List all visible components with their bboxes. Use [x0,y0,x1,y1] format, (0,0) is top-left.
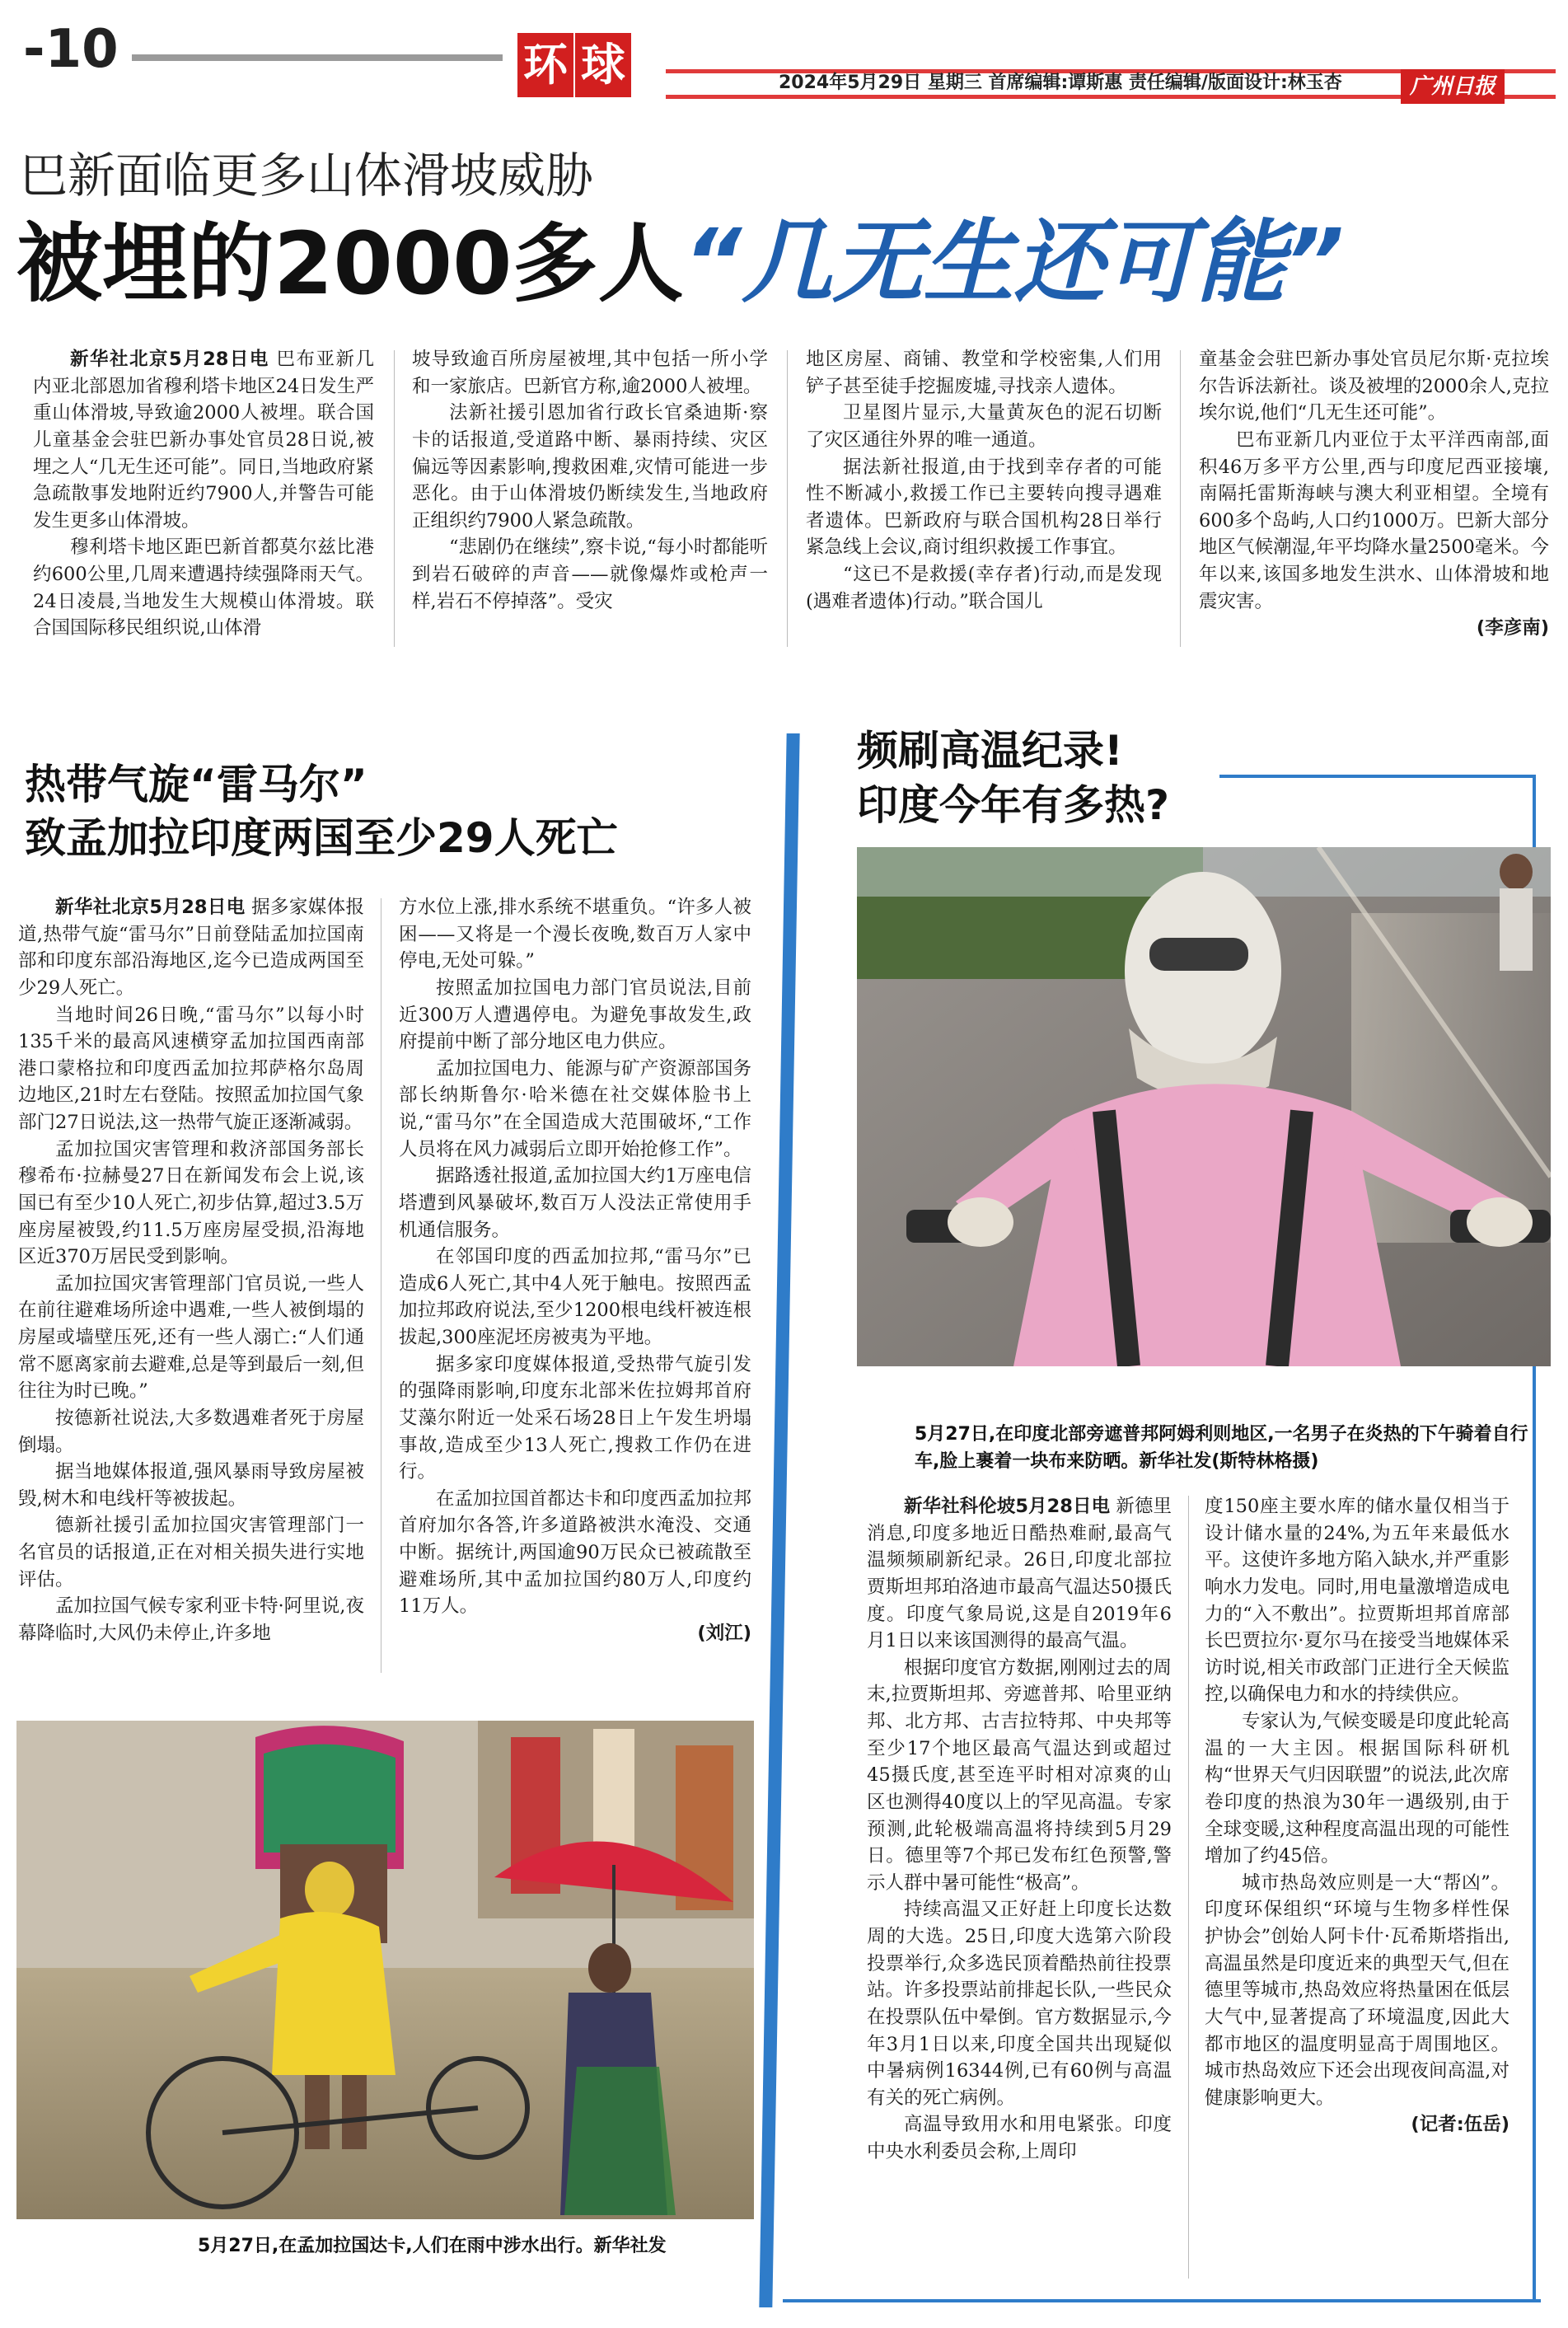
cyclone-byline: (刘江) [697,1622,751,1644]
heat-paragraph: 度150座主要水库的储水量仅相当于设计储水量的24%,为五年来最低水平。这使许多地方陷入缺水,并严重影响水力发电。同时,用电量激增造成电力的“入不敷出”。拉贾斯坦邦首席部长巴贾拉尔·夏尔马在接受当地媒体采访时说,相关市政部门正进行全天候监控,以确保电力和水的持续供应。 [1205,1496,1509,1706]
lead-dateline: 新华社北京5月28日电 [70,349,269,370]
heat-paragraph: 高温导致用水和用电紧张。印度中央水利委员会称,上周印 [867,2114,1172,2162]
cyclone-paragraph: 孟加拉国电力、能源与矿产资源部国务部长纳斯鲁尔·哈米德在社交媒体脸书上说,“雷马尔”在全国造成大范围破坏,“工作人员将在风力减弱后立即开始抢修工作”。 [399,1057,751,1160]
lead-paragraph: 地区房屋、商铺、教堂和学校密集,人们用铲子甚至徒手挖掘废墟,寻找亲人遗体。 [806,349,1162,397]
lead-paragraph: “悲剧仍在继续”,察卡说,“每小时都能听到岩石破碎的声音——就像爆炸或枪声一样,岩石不停掉落”。受灾 [412,536,768,612]
heat-paragraph: 根据印度官方数据,刚刚过去的周末,拉贾斯坦邦、旁遮普邦、哈里亚纳邦、北方邦、古吉拉特邦、中央邦等至少17个地区最高气温达到或超过45摄氏度,甚至连平时相对凉爽的山区也测得40度以上的罕见高温。专家预测,此轮极端高温将持续到5月29日。德里等7个邦已发布红色预警,警示人群中暑可能性“极高”。 [867,1656,1172,1894]
heat-paragraph: 新德里消息,印度多地近日酷热难耐,最高气温频频刷新纪录。26日,印度北部拉贾斯坦邦珀洛迪市最高气温达50摄氏度。印度气象局说,这是自2019年6月1日以来该国测得的最高气温。 [867,1496,1172,1652]
heat-dateline: 新华社科伦坡5月28日电 [904,1496,1111,1517]
cyclone-paragraph: 据当地媒体报道,强风暴雨导致房屋被毁,树木和电线杆等被拔起。 [18,1461,364,1510]
cyclist-photo [857,847,1551,1366]
lead-paragraph: 穆利塔卡地区距巴新首都莫尔兹比港约600公里,几周来遭遇持续强降雨天气。24日凌晨,当地发生大规模山体滑坡。联合国国际移民组织说,山体滑 [33,536,374,639]
cyclone-headline-line-1: 热带气旋“雷马尔” [25,761,367,808]
cyclone-dateline: 新华社北京5月28日电 [55,897,246,918]
issue-meta: 2024年5月29日 星期三 首席编辑:谭斯惠 责任编辑/版面设计:林玉杏 [779,73,1342,93]
cyclone-paragraph: 孟加拉国灾害管理部门官员说,一些人在前往避难场所途中遇难,一些人被倒塌的房屋或墙壁压死,还有一些人溺亡:“人们通常不愿离家前去避难,总是等到最后一刻,但往往为时已晚。” [18,1272,364,1403]
cyclone-column-2 [399,894,751,1647]
newspaper-logo: 广州日报 [1401,69,1505,104]
lead-paragraph: 法新社援引恩加省行政长官桑迪斯·察卡的话报道,受道路中断、暴雨持续、灾区偏远等因素影响,搜救困难,灾情可能进一步恶化。由于山体滑坡仍断续发生,当地政府正组织约7900人紧急疏散。 [412,402,768,532]
heat-headline-line-1: 频刷高温纪录! [857,727,1123,775]
cyclone-column-1 [18,894,364,1647]
lead-paragraph: 巴布亚新几内亚位于太平洋西南部,面积46万多平方公里,西与印度尼西亚接壤,南隔托雷斯海峡与澳大利亚相望。全境有600多个岛屿,人口约1000万。巴新大部分地区气候潮湿,年平均降水量2500毫米。今年以来,该国多地发生洪水、山体滑坡和地震灾害。 [1199,429,1549,612]
cyclone-paragraph: 按德新社说法,大多数遇难者死于房屋倒塌。 [18,1407,364,1456]
flood-photo [16,1721,754,2219]
header-rule [132,54,503,61]
cyclone-paragraph: 据多家印度媒体报道,受热带气旋引发的强降雨影响,印度东北部米佐拉姆邦首府艾藻尔附近一处采石场28日上午发生坍塌事故,造成至少13人死亡,搜救工作仍在进行。 [399,1353,751,1483]
heat-paragraph: 持续高温又正好赶上印度长达数周的大选。25日,印度大选第六阶段投票举行,众多选民顶着酷热前往投票站。许多投票站前排起长队,一些民众在投票队伍中晕倒。官方数据显示,今年3月1日以来,印度全国共出现疑似中暑病例16344例,已有60例与高温有关的死亡病例。 [867,1899,1172,2109]
heat-paragraph: 城市热岛效应则是一大“帮凶”。印度环保组织“环境与生物多样性保护协会”创始人阿卡什·瓦希斯塔指出,高温虽然是印度近来的典型天气,但在德里等城市,热岛效应将热量困在低层大气中,显著提高了环境温度,因此大都市地区的温度明显高于周围地区。城市热岛效应下还会出现夜间高温,对健康影响更大。 [1205,1871,1509,2109]
section-char-2: 球 [575,33,631,97]
lead-headline-quote: “几无生还可能” [683,209,1345,315]
section-char-1: 环 [517,33,573,97]
column-divider [394,350,395,647]
lead-subtitle: 巴新面临更多山体滑坡威胁 [20,148,594,204]
heat-headline-line-2: 印度今年有多热? [857,781,1170,829]
lead-headline [16,209,1345,315]
lead-paragraph: 坡导致逾百所房屋被埋,其中包括一所小学和一家旅店。巴新官方称,逾2000人被埋。 [412,349,768,397]
lead-column-3 [806,346,1162,615]
lead-column-2 [412,346,768,615]
cyclone-paragraph: 当地时间26日晚,“雷马尔”以每小时135千米的最高风速横穿孟加拉国西南部港口蒙格拉和印度西孟加拉邦萨格尔岛周边地区,21时左右登陆。按照孟加拉国气象部门27日说法,这一热带气旋正逐渐减弱。 [18,1004,364,1133]
heat-column-2 [1205,1493,1509,2138]
heat-column-1 [867,1493,1172,2166]
cyclone-paragraph: 孟加拉国气候专家利亚卡特·阿里说,夜幕降临时,大风仍未停止,许多地 [18,1595,364,1644]
cyclone-headline-line-2: 致孟加拉印度两国至少29人死亡 [25,814,618,862]
cyclone-headline [25,758,618,865]
cyclone-paragraph: 德新社援引孟加拉国灾害管理部门一名官员的话报道,正在对相关损失进行实地评估。 [18,1515,364,1590]
cyclone-paragraph: 据路透社报道,孟加拉国大约1万座电信塔遭到风暴破坏,数百万人没法正常使用手机通信服务。 [399,1165,751,1241]
cyclone-paragraph: 在邻国印度的西孟加拉邦,“雷马尔”已造成6人死亡,其中4人死于触电。按照西孟加拉邦政府说法,至少1200根电线杆被连根拔起,300座泥坯房被夷为平地。 [399,1246,751,1348]
cyclist-photo-caption: 5月27日,在印度北部旁遮普邦阿姆利则地区,一名男子在炎热的下午骑着自行车,脸上裹着一块布来防晒。新华社发(斯特林格摄) [915,1424,1528,1472]
cyclone-paragraph: 方水位上涨,排水系统不堪重负。“许多人被困——又将是一个漫长夜晚,数百万人家中停电,无处可躲。” [399,897,751,972]
lead-column-1 [33,346,374,642]
lead-column-4 [1199,346,1549,642]
heat-frame-bottom [783,2299,1541,2302]
flood-photo-caption: 5月27日,在孟加拉国达卡,人们在雨中涉水出行。新华社发 [198,2236,667,2256]
column-divider [1188,1496,1189,2279]
lead-paragraph: 巴布亚新几内亚北部恩加省穆利塔卡地区24日发生严重山体滑坡,导致逾2000人被埋。联合国儿童基金会驻巴新办事处官员28日说,被埋之人“几无生还可能”。同日,当地政府紧急疏散事发地附近约7900人,并警告可能发生更多山体滑坡。 [33,349,374,532]
lead-byline: (李彦南) [1476,617,1549,639]
lead-paragraph: “这已不是救援(幸存者)行动,而是发现(遇难者遗体)行动。”联合国儿 [806,564,1162,612]
cyclone-paragraph: 据多家媒体报道,热带气旋“雷马尔”日前登陆孟加拉国南部和印度东部沿海地区,迄今已造成两国至少29人死亡。 [18,897,365,999]
column-divider [787,350,788,647]
lead-headline-main: 被埋的2000多人 [16,213,684,314]
heat-headline [857,724,1169,832]
heat-frame-left [759,733,799,2307]
section-label [517,33,631,97]
heat-byline: (记者:伍岳) [1411,2114,1509,2136]
heat-paragraph: 专家认为,气候变暖是印度此轮高温的一大主因。根据国际科研机构“世界天气归因联盟”的说法,此次席卷印度的热浪为30年一遇级别,由于全球变暖,这种程度高温出现的可能性增加了约45倍。 [1205,1711,1509,1867]
lead-paragraph: 卫星图片显示,大量黄灰色的泥石切断了灾区通往外界的唯一通道。 [806,402,1162,451]
cyclone-paragraph: 在孟加拉国首都达卡和印度西孟加拉邦首府加尔各答,许多道路被洪水淹没、交通中断。据统计,两国逾90万民众已被疏散至避难场所,其中孟加拉国约80万人,印度约11万人。 [399,1487,751,1618]
page-number: -10 [23,19,119,80]
cyclone-paragraph: 孟加拉国灾害管理和救济部国务部长穆希布·拉赫曼27日在新闻发布会上说,该国已有至少10人死亡,初步估算,超过3.5万座房屋被毁,约11.5万座房屋受损,沿海地区近370万居民受到影响。 [18,1138,364,1268]
column-divider [1180,350,1181,647]
cyclone-paragraph: 按照孟加拉国电力部门官员说法,目前近300万人遭遇停电。为避免事故发生,政府提前中断了部分地区电力供应。 [399,977,751,1053]
heat-frame-top [1219,775,1536,778]
lead-paragraph: 据法新社报道,由于找到幸存者的可能性不断减小,救援工作已主要转向搜寻遇难者遗体。巴新政府与联合国机构28日举行紧急线上会议,商讨组织救援工作事宜。 [806,456,1162,559]
lead-paragraph: 童基金会驻巴新办事处官员尼尔斯·克拉埃尔告诉法新社。谈及被埋的2000余人,克拉埃尔说,他们“几无生还可能”。 [1199,349,1549,424]
